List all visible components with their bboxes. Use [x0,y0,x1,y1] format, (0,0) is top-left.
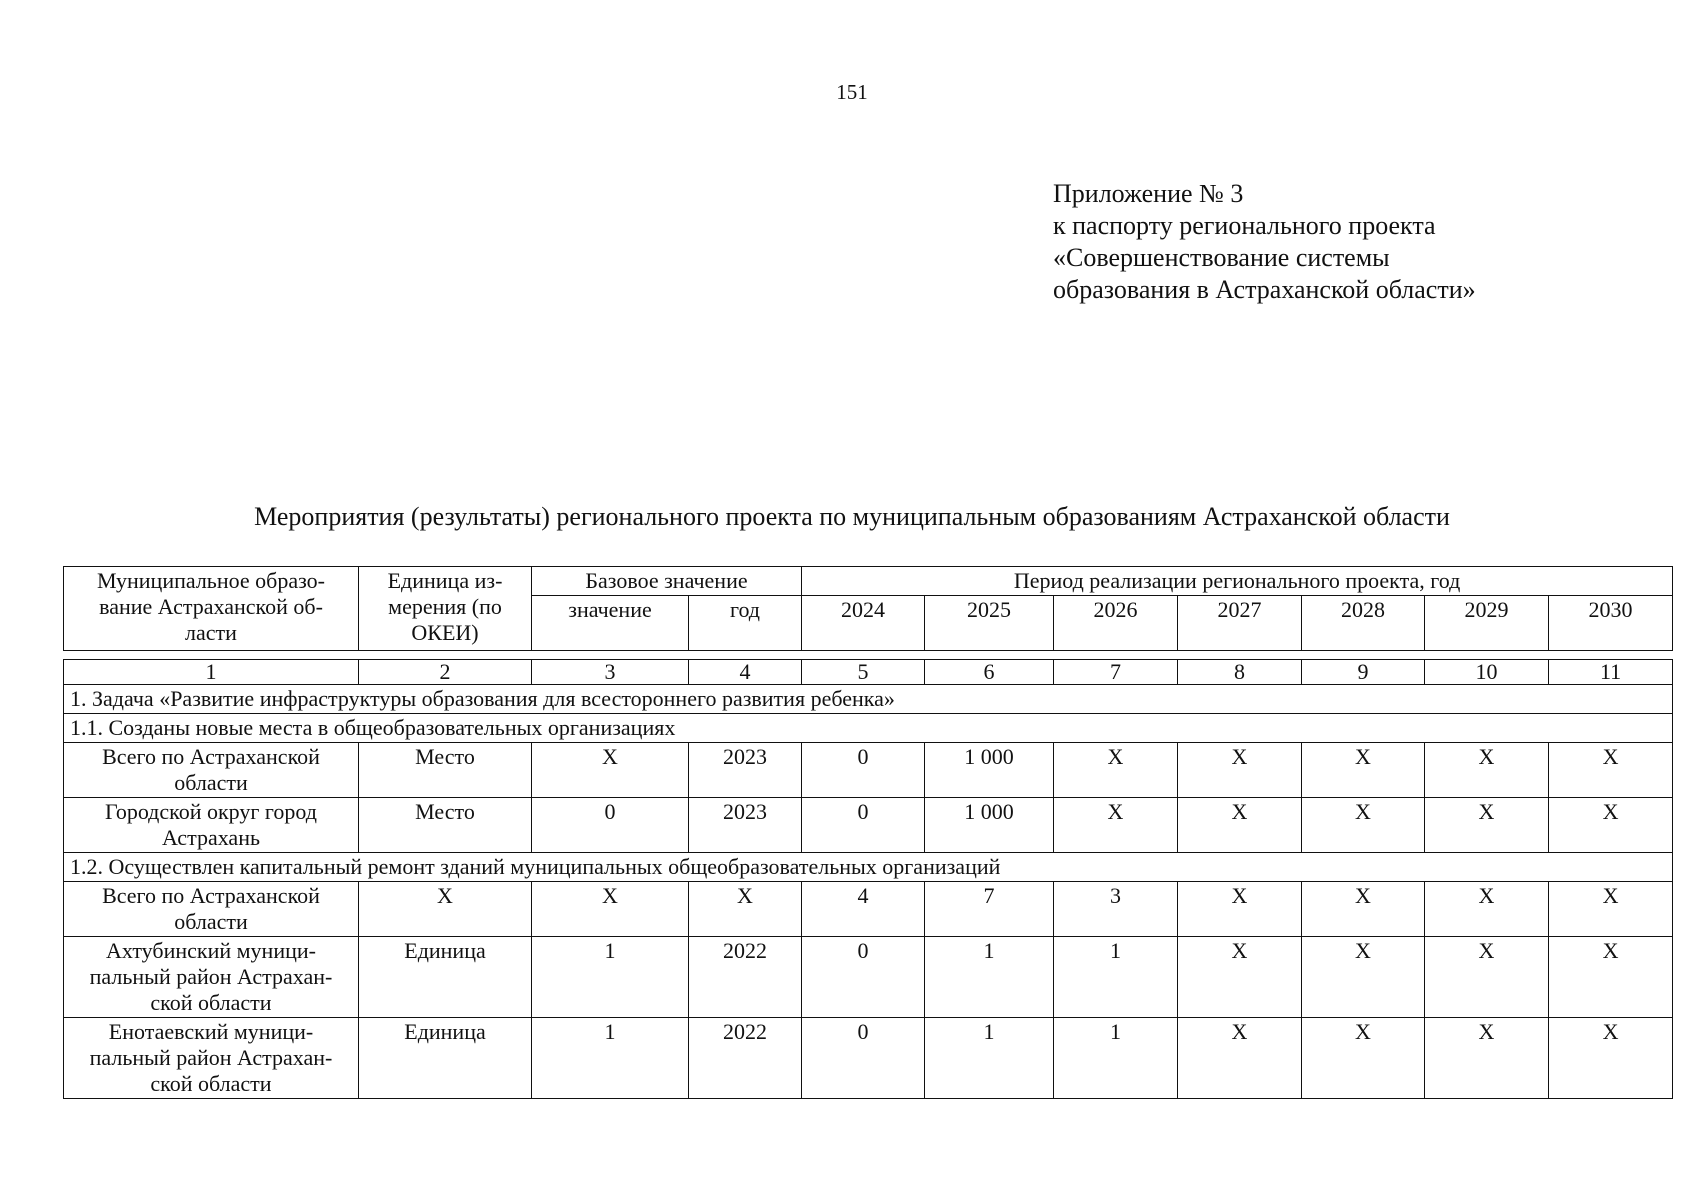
appendix-line: к паспорту регионального проекта [1053,211,1436,240]
header-year: 2029 [1425,596,1549,651]
header-year: 2030 [1549,596,1673,651]
table-row [64,798,1673,853]
appendix-line: «Совершенствование системы [1053,243,1390,272]
municipality-name-line: области [174,770,248,795]
appendix-caption [1053,178,1476,306]
header-text: ласти [185,620,237,645]
section-title: 1.1. Созданы новые места в общеобразовательных организациях [64,714,1673,743]
value-cell: Х [532,882,689,937]
header-year: 2025 [925,596,1054,651]
value-cell: 0 [802,937,925,1018]
header-base-value: Базовое значение [532,567,802,596]
value-cell: 1 [1054,1018,1178,1099]
task-row [64,685,1673,714]
measures-table [63,566,1673,1099]
header-text: мерения (по [388,594,502,619]
value-cell: Х [689,882,802,937]
value-cell: Х [1302,1018,1425,1099]
column-number: 8 [1178,660,1302,685]
value-cell: 1 [925,937,1054,1018]
appendix-line: Приложение № 3 [1053,179,1244,208]
value-cell: Х [532,743,689,798]
column-number: 11 [1549,660,1673,685]
section-title: 1.2. Осуществлен капитальный ремонт зданий муниципальных общеобразовательных организаций [64,853,1673,882]
value-cell: Х [1425,798,1549,853]
column-number: 1 [64,660,359,685]
municipality-cell [64,882,359,937]
header-municipality [64,567,359,651]
header-text: Единица из- [387,568,503,593]
value-cell: Х [1549,1018,1673,1099]
header-year: 2026 [1054,596,1178,651]
value-cell: Х [1425,743,1549,798]
value-cell: 0 [802,1018,925,1099]
table-row [64,1018,1673,1099]
municipality-name-line: ской области [150,1071,272,1096]
value-cell: Х [1549,882,1673,937]
value-cell: Х [1178,937,1302,1018]
municipality-name-line: пальный район Астрахан- [89,1045,333,1070]
value-cell: 4 [802,882,925,937]
column-number: 9 [1302,660,1425,685]
appendix-line: образования в Астраханской области» [1053,275,1476,304]
municipality-cell [64,798,359,853]
value-cell: Место [359,743,532,798]
value-cell: Х [1549,937,1673,1018]
value-cell: Х [1302,743,1425,798]
section-row [64,853,1673,882]
header-text: ОКЕИ) [411,620,479,645]
value-cell: Х [1425,937,1549,1018]
value-cell: Х [1178,798,1302,853]
value-cell: 2023 [689,798,802,853]
value-cell: Единица [359,937,532,1018]
column-number: 5 [802,660,925,685]
municipality-cell [64,1018,359,1099]
value-cell: Единица [359,1018,532,1099]
value-cell: 7 [925,882,1054,937]
column-number: 6 [925,660,1054,685]
value-cell: 2022 [689,937,802,1018]
value-cell: Х [1178,1018,1302,1099]
column-number: 4 [689,660,802,685]
column-number: 10 [1425,660,1549,685]
value-cell: 0 [802,798,925,853]
task-title: 1. Задача «Развитие инфраструктуры образования для всестороннего развития ребенка» [64,685,1673,714]
header-unit [359,567,532,651]
municipality-cell [64,743,359,798]
page-number: 151 [836,80,868,104]
value-cell: 1 000 [925,743,1054,798]
value-cell: 3 [1054,882,1178,937]
header-base-year-col: год [689,596,802,651]
value-cell: Х [1302,882,1425,937]
value-cell: Х [1054,743,1178,798]
header-year: 2028 [1302,596,1425,651]
municipality-name-line: Енотаевский муници- [108,1019,314,1044]
value-cell: Х [1549,743,1673,798]
header-text: вание Астраханской об- [99,594,323,619]
table-row [64,882,1673,937]
column-number: 2 [359,660,532,685]
header-base-value-col: значение [532,596,689,651]
value-cell: Х [1425,1018,1549,1099]
value-cell: 2022 [689,1018,802,1099]
value-cell: Х [1302,937,1425,1018]
value-cell: 0 [802,743,925,798]
municipality-name-line: ской области [150,990,272,1015]
value-cell: Х [1549,798,1673,853]
municipality-name-line: Ахтубинский муници- [106,938,316,963]
header-text: Муниципальное образо- [96,568,325,593]
value-cell: Место [359,798,532,853]
header-year: 2027 [1178,596,1302,651]
municipality-name-line: Всего по Астраханской [102,744,320,769]
value-cell: Х [1054,798,1178,853]
table-row [64,743,1673,798]
section-row [64,714,1673,743]
value-cell: Х [1178,743,1302,798]
document-title: Мероприятия (результаты) регионального проекта по муниципальным образованиям Астраханской области [254,502,1450,531]
column-number-row [64,660,1673,685]
column-number: 3 [532,660,689,685]
value-cell: 1 [532,937,689,1018]
municipality-name-line: пальный район Астрахан- [89,964,333,989]
value-cell: Х [1302,798,1425,853]
table-row [64,937,1673,1018]
column-number: 7 [1054,660,1178,685]
value-cell: 1 [532,1018,689,1099]
value-cell: 1 [925,1018,1054,1099]
value-cell: Х [359,882,532,937]
value-cell: Х [1425,882,1549,937]
municipality-name-line: Астрахань [161,825,261,850]
municipality-name-line: области [174,909,248,934]
header-year: 2024 [802,596,925,651]
value-cell: Х [1178,882,1302,937]
municipality-name-line: Городской округ город [105,799,317,824]
value-cell: 2023 [689,743,802,798]
header-row [64,567,1673,596]
value-cell: 1 [1054,937,1178,1018]
header-period: Период реализации регионального проекта, год [802,567,1673,596]
value-cell: 1 000 [925,798,1054,853]
municipality-name-line: Всего по Астраханской [102,883,320,908]
municipality-cell [64,937,359,1018]
value-cell: 0 [532,798,689,853]
